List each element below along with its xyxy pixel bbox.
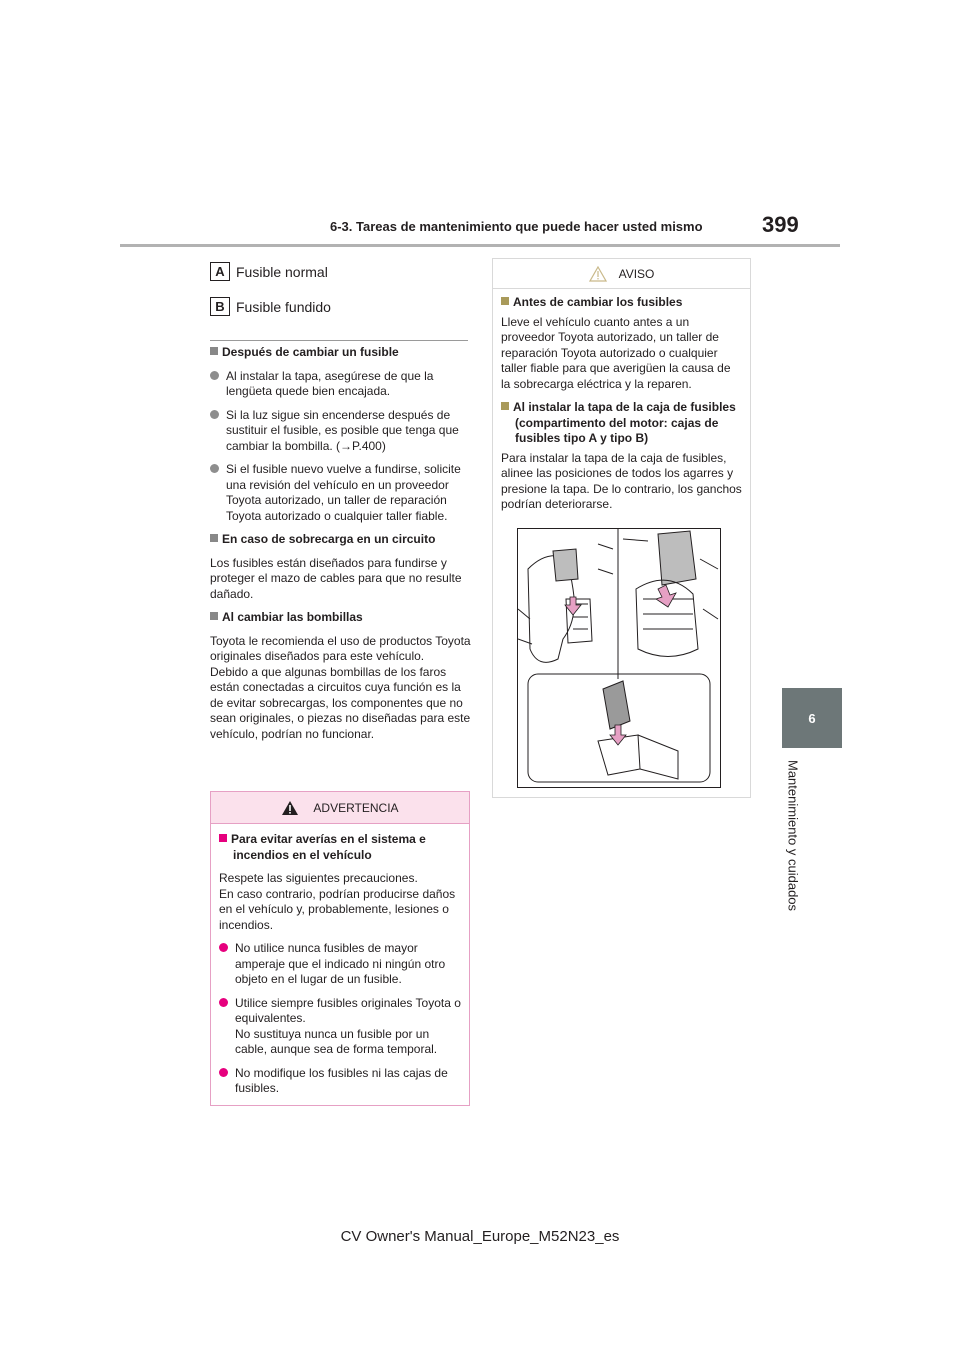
warning-bullet-1 bbox=[219, 941, 461, 988]
s1-bullet-1-text: Al instalar la tapa, asegúrese de que la lengüeta quede bien encajada. bbox=[226, 368, 434, 398]
s1-bullet-1 bbox=[210, 369, 472, 400]
warning-bullet-1-text: No utilice nunca fusibles de mayor amperaje que el indicado ni ningún otro objeto en el lugar de un fusible. bbox=[235, 941, 446, 986]
warning-box bbox=[210, 791, 470, 1106]
notice-heading-2-row bbox=[501, 400, 742, 447]
s2-heading-row bbox=[210, 532, 472, 548]
square-bullet-icon bbox=[210, 612, 218, 620]
square-bullet-icon bbox=[501, 402, 509, 410]
warning-heading-row bbox=[219, 832, 461, 863]
section-title: 6-3. Tareas de mantenimiento que puede hacer usted mismo bbox=[330, 219, 703, 234]
notice-header bbox=[493, 259, 750, 289]
s1-bullet-2 bbox=[210, 408, 472, 455]
chapter-label-text: Mantenimiento y cuidados bbox=[785, 760, 801, 912]
s3-heading: Al cambiar las bombillas bbox=[222, 610, 363, 624]
warning-triangle-icon bbox=[281, 800, 299, 816]
warning-header bbox=[211, 792, 469, 824]
header-rule bbox=[120, 244, 840, 247]
left-column bbox=[210, 345, 472, 750]
chapter-tab: 6 bbox=[782, 688, 842, 748]
column-rule bbox=[210, 340, 468, 341]
s3-heading-row bbox=[210, 610, 472, 626]
notice-heading-1: Antes de cambiar los fusibles bbox=[513, 295, 683, 309]
notice-text-2: Para instalar la tapa de la caja de fusibles, alinee las posiciones de todos los agarres y presione la tapa. De lo contrario, los ganchos podrían deteriorarse. bbox=[501, 450, 742, 511]
s1-bullet-2-text: Si la luz sigue sin encenderse después de sustituir el fusible, es posible que tenga que cambiar la bombilla. (→P.400) bbox=[226, 407, 459, 453]
notice-heading-1-row bbox=[501, 295, 742, 311]
notice-title: AVISO bbox=[618, 266, 655, 281]
legend-letter-a: A bbox=[210, 262, 230, 281]
square-bullet-icon bbox=[501, 297, 509, 305]
notice-text-1: Lleve el vehículo cuanto antes a un proveedor Toyota autorizado, un taller de reparación Toyota autorizado o cualquier taller fiable para que averigüen la causa de la sobrecarga eléctrica y la reparen. bbox=[501, 314, 731, 391]
warning-bullet-2a-text: Utilice siempre fusibles originales Toyota o equivalentes. bbox=[235, 995, 461, 1025]
legend-item-a bbox=[210, 262, 328, 281]
notice-heading-2: Al instalar la tapa de la caja de fusibles (compartimento del motor: cajas de fusibles tipo A y tipo B) bbox=[513, 400, 736, 445]
caution-triangle-icon bbox=[589, 266, 607, 282]
warning-text-2: En caso contrario, podrían producirse daños en el vehículo y, probablemente, lesiones o incendios. bbox=[219, 886, 456, 932]
legend-text-a: Fusible normal bbox=[236, 263, 328, 280]
s3-text-1: Toyota le recomienda el uso de productos Toyota originales diseñados para este vehículo. bbox=[210, 633, 471, 663]
fuse-box-cover-drawing bbox=[518, 529, 720, 787]
legend-item-b bbox=[210, 297, 331, 316]
warning-body bbox=[211, 824, 469, 1097]
square-bullet-icon bbox=[219, 834, 227, 842]
bullet-dot-icon bbox=[210, 410, 219, 419]
s1-bullet-3-text: Si el fusible nuevo vuelve a fundirse, solicite una revisión del vehículo en un proveedor Toyota autorizado, un taller de reparación Toyota autorizado o cualquier taller fiable. bbox=[226, 462, 461, 523]
s1-heading-row bbox=[210, 345, 472, 361]
footer-doc-id: CV Owner's Manual_Europe_M52N23_es bbox=[340, 1228, 620, 1245]
warning-bullet-2 bbox=[219, 996, 461, 1027]
bullet-dot-icon bbox=[210, 464, 219, 473]
warning-title: ADVERTENCIA bbox=[313, 800, 399, 815]
warning-text-1: Respete las siguientes precauciones. bbox=[219, 871, 418, 885]
notice-body bbox=[493, 289, 750, 513]
page-number: 399 bbox=[762, 212, 799, 237]
chapter-label bbox=[768, 760, 818, 920]
warning-bullet-3-text: No modifique los fusibles ni las cajas de fusibles. bbox=[235, 1065, 448, 1095]
bullet-dot-icon bbox=[210, 371, 219, 380]
square-bullet-icon bbox=[210, 534, 218, 542]
s1-bullet-3 bbox=[210, 462, 472, 524]
s3-text-2: Debido a que algunas bombillas de los faros están conectadas a circuitos cuya función es la de evitar sobrecargas, los componentes que no sean originales, o piezas no diseñadas para este vehículo, podrían no funcionar. bbox=[210, 664, 471, 741]
s1-heading: Después de cambiar un fusible bbox=[222, 345, 399, 359]
bullet-dot-icon bbox=[219, 998, 228, 1007]
square-bullet-icon bbox=[210, 347, 218, 355]
bullet-dot-icon bbox=[219, 1068, 228, 1077]
s2-text: Los fusibles están diseñados para fundirse y proteger el mazo de cables para que no resulte dañado. bbox=[210, 555, 462, 601]
warning-heading: Para evitar averías en el sistema e incendios en el vehículo bbox=[231, 832, 426, 862]
s2-heading: En caso de sobrecarga en un circuito bbox=[222, 532, 436, 546]
bullet-dot-icon bbox=[219, 943, 228, 952]
fuse-box-illustration bbox=[517, 528, 721, 788]
legend-letter-b: B bbox=[210, 297, 230, 316]
legend-text-b: Fusible fundido bbox=[236, 298, 331, 315]
warning-bullet-2b-text: No sustituya nunca un fusible por un cable, aunque sea de forma temporal. bbox=[235, 1026, 438, 1056]
warning-bullet-3 bbox=[219, 1066, 461, 1097]
